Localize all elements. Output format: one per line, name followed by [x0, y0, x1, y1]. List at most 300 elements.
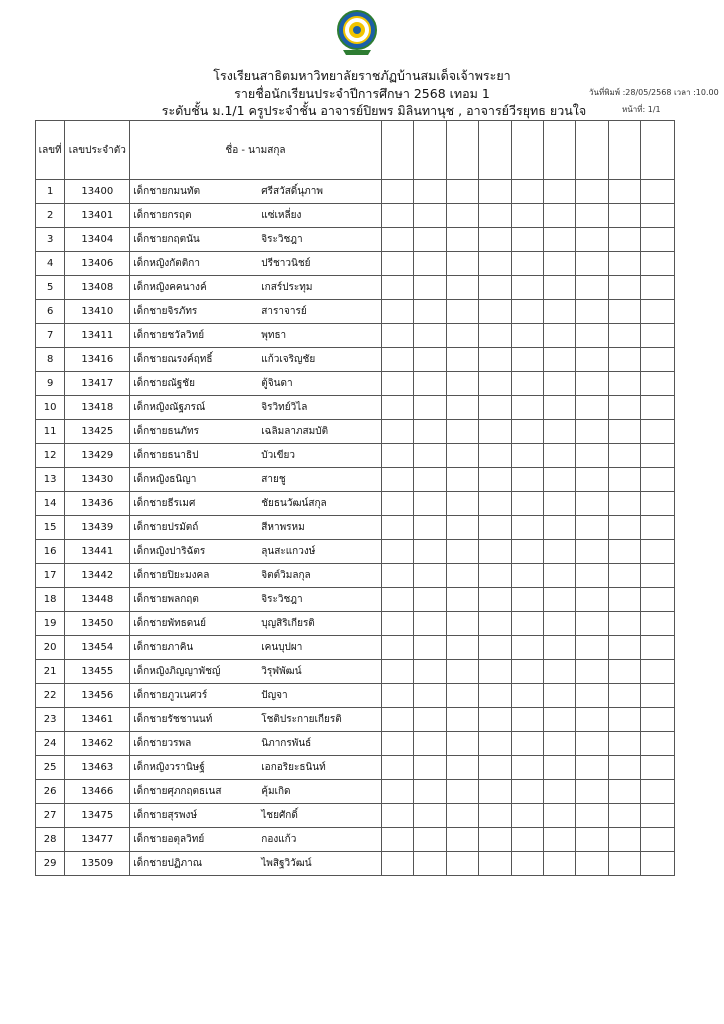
blank-cell: [576, 588, 608, 612]
blank-cell: [446, 684, 478, 708]
blank-cell: [381, 252, 413, 276]
blank-cell: [641, 324, 675, 348]
blank-cell: [608, 468, 640, 492]
student-name: [130, 204, 381, 228]
header-blank: [608, 121, 640, 180]
blank-cell: [479, 708, 511, 732]
table-row: [36, 780, 675, 804]
table-row: [36, 252, 675, 276]
student-first-name: เด็กหญิงธนิญา: [133, 474, 197, 485]
blank-cell: [511, 396, 543, 420]
student-name: [130, 372, 381, 396]
blank-cell: [608, 444, 640, 468]
blank-cell: [544, 300, 576, 324]
table-row: [36, 204, 675, 228]
blank-cell: [641, 348, 675, 372]
student-first-name: เด็กชายจิรภัทร: [133, 306, 198, 317]
blank-cell: [608, 612, 640, 636]
student-name: [130, 564, 381, 588]
blank-cell: [381, 276, 413, 300]
blank-cell: [511, 276, 543, 300]
student-first-name: เด็กหญิงปาริฉัตร: [133, 546, 206, 557]
blank-cell: [381, 636, 413, 660]
blank-cell: [544, 396, 576, 420]
student-id: 13455: [65, 660, 130, 684]
blank-cell: [381, 516, 413, 540]
student-first-name: เด็กหญิงคคนางค์: [133, 282, 207, 293]
blank-cell: [576, 348, 608, 372]
blank-cell: [544, 660, 576, 684]
student-name: [130, 804, 381, 828]
blank-cell: [446, 468, 478, 492]
student-id: 13417: [65, 372, 130, 396]
blank-cell: [576, 780, 608, 804]
blank-cell: [414, 756, 446, 780]
student-last-name: จิระวิชฎา: [261, 594, 303, 605]
blank-cell: [641, 852, 675, 876]
blank-cell: [576, 300, 608, 324]
blank-cell: [608, 204, 640, 228]
student-last-name: ลุนสะแกวงษ์: [261, 546, 316, 557]
blank-cell: [479, 852, 511, 876]
blank-cell: [544, 636, 576, 660]
student-last-name: ไพสิฐวิวัฒน์: [261, 858, 312, 869]
blank-cell: [544, 804, 576, 828]
print-date: วันที่พิมพ์ :28/05/2568 เวลา :10.00: [589, 88, 719, 97]
blank-cell: [608, 252, 640, 276]
blank-cell: [479, 396, 511, 420]
blank-cell: [479, 228, 511, 252]
blank-cell: [414, 492, 446, 516]
student-name: [130, 252, 381, 276]
blank-cell: [414, 852, 446, 876]
blank-cell: [479, 612, 511, 636]
blank-cell: [641, 492, 675, 516]
blank-cell: [414, 252, 446, 276]
blank-cell: [479, 180, 511, 204]
student-first-name: เด็กชายกมนทัต: [133, 186, 201, 197]
blank-cell: [576, 180, 608, 204]
table-row: [36, 828, 675, 852]
blank-cell: [414, 708, 446, 732]
blank-cell: [608, 324, 640, 348]
blank-cell: [479, 204, 511, 228]
student-last-name: สายชู: [261, 474, 286, 485]
student-id: 13441: [65, 540, 130, 564]
blank-cell: [381, 444, 413, 468]
student-id: 13411: [65, 324, 130, 348]
student-number: 21: [36, 660, 65, 684]
student-last-name: เฉลิมลาภสมบัติ: [261, 426, 329, 437]
blank-cell: [381, 540, 413, 564]
blank-cell: [641, 828, 675, 852]
blank-cell: [479, 492, 511, 516]
blank-cell: [511, 756, 543, 780]
blank-cell: [381, 396, 413, 420]
student-number: 25: [36, 756, 65, 780]
blank-cell: [576, 372, 608, 396]
blank-cell: [414, 540, 446, 564]
student-id: 13436: [65, 492, 130, 516]
blank-cell: [381, 684, 413, 708]
blank-cell: [511, 252, 543, 276]
student-name: [130, 396, 381, 420]
blank-cell: [446, 804, 478, 828]
blank-cell: [479, 444, 511, 468]
student-last-name: พุทธา: [261, 330, 287, 341]
blank-cell: [414, 588, 446, 612]
blank-cell: [381, 372, 413, 396]
table-row: [36, 660, 675, 684]
blank-cell: [608, 756, 640, 780]
blank-cell: [414, 180, 446, 204]
blank-cell: [479, 828, 511, 852]
blank-cell: [446, 780, 478, 804]
blank-cell: [576, 324, 608, 348]
blank-cell: [381, 588, 413, 612]
student-id: 13429: [65, 444, 130, 468]
blank-cell: [511, 660, 543, 684]
blank-cell: [414, 684, 446, 708]
blank-cell: [381, 612, 413, 636]
student-number: 11: [36, 420, 65, 444]
header-name: ชื่อ - นามสกุล: [130, 121, 381, 180]
blank-cell: [641, 564, 675, 588]
blank-cell: [381, 300, 413, 324]
blank-cell: [479, 348, 511, 372]
blank-cell: [608, 396, 640, 420]
blank-cell: [414, 660, 446, 684]
student-number: 22: [36, 684, 65, 708]
header-blank: [479, 121, 511, 180]
student-last-name: จิรวิทย์วิไล: [261, 402, 308, 413]
blank-cell: [414, 276, 446, 300]
student-number: 20: [36, 636, 65, 660]
blank-cell: [446, 732, 478, 756]
table-row: [36, 756, 675, 780]
blank-cell: [414, 300, 446, 324]
student-last-name: วิรุฬพัฒน์: [261, 666, 302, 677]
blank-cell: [608, 276, 640, 300]
header-blank: [414, 121, 446, 180]
student-first-name: เด็กชายรัชชานนท์: [133, 714, 213, 725]
blank-cell: [544, 564, 576, 588]
student-last-name: ไชยศักดิ์: [261, 810, 298, 821]
student-first-name: เด็กชายศุภกฤตธเนส: [133, 786, 222, 797]
blank-cell: [446, 396, 478, 420]
blank-cell: [479, 516, 511, 540]
blank-cell: [446, 492, 478, 516]
blank-cell: [544, 180, 576, 204]
blank-cell: [511, 492, 543, 516]
blank-cell: [608, 228, 640, 252]
blank-cell: [608, 780, 640, 804]
blank-cell: [414, 372, 446, 396]
blank-cell: [381, 564, 413, 588]
student-number: 24: [36, 732, 65, 756]
blank-cell: [511, 444, 543, 468]
blank-cell: [414, 420, 446, 444]
blank-cell: [544, 540, 576, 564]
student-last-name: แก้วเจริญชัย: [261, 354, 316, 365]
blank-cell: [446, 348, 478, 372]
student-last-name: เอกอริยะธนินท์: [261, 762, 326, 773]
student-number: 18: [36, 588, 65, 612]
table-row: [36, 612, 675, 636]
student-number: 8: [36, 348, 65, 372]
blank-cell: [576, 396, 608, 420]
blank-cell: [381, 804, 413, 828]
blank-cell: [576, 708, 608, 732]
student-id: 13425: [65, 420, 130, 444]
blank-cell: [511, 564, 543, 588]
blank-cell: [641, 756, 675, 780]
blank-cell: [576, 732, 608, 756]
blank-cell: [381, 204, 413, 228]
student-first-name: เด็กหญิงณัฐภรณ์: [133, 402, 206, 413]
blank-cell: [479, 732, 511, 756]
blank-cell: [381, 228, 413, 252]
blank-cell: [544, 732, 576, 756]
table-row: [36, 564, 675, 588]
blank-cell: [446, 324, 478, 348]
blank-cell: [608, 660, 640, 684]
student-number: 14: [36, 492, 65, 516]
blank-cell: [381, 492, 413, 516]
blank-cell: [414, 564, 446, 588]
blank-cell: [446, 516, 478, 540]
blank-cell: [446, 588, 478, 612]
student-name: [130, 732, 381, 756]
blank-cell: [544, 756, 576, 780]
student-last-name: แซ่เหลี่ยง: [261, 210, 302, 221]
blank-cell: [608, 804, 640, 828]
blank-cell: [511, 204, 543, 228]
blank-cell: [511, 588, 543, 612]
blank-cell: [479, 300, 511, 324]
student-name: [130, 756, 381, 780]
blank-cell: [641, 444, 675, 468]
table-row: [36, 636, 675, 660]
blank-cell: [446, 612, 478, 636]
blank-cell: [381, 852, 413, 876]
student-name: [130, 228, 381, 252]
blank-cell: [544, 324, 576, 348]
student-id: 13454: [65, 636, 130, 660]
blank-cell: [414, 780, 446, 804]
blank-cell: [544, 372, 576, 396]
student-number: 28: [36, 828, 65, 852]
blank-cell: [381, 660, 413, 684]
blank-cell: [479, 372, 511, 396]
blank-cell: [576, 252, 608, 276]
blank-cell: [479, 660, 511, 684]
blank-cell: [576, 420, 608, 444]
header-blank: [544, 121, 576, 180]
blank-cell: [511, 732, 543, 756]
blank-cell: [608, 540, 640, 564]
table-row: [36, 276, 675, 300]
blank-cell: [446, 372, 478, 396]
blank-cell: [544, 516, 576, 540]
blank-cell: [511, 348, 543, 372]
table-row: [36, 708, 675, 732]
table-row: [36, 492, 675, 516]
header-blank: [641, 121, 675, 180]
student-first-name: เด็กชายพลกฤต: [133, 594, 199, 605]
blank-cell: [381, 780, 413, 804]
header-student-id: เลขประจำตัว: [65, 121, 130, 180]
student-last-name: ศรีสวัสดิ์นุภาพ: [261, 186, 323, 197]
student-number: 7: [36, 324, 65, 348]
blank-cell: [641, 228, 675, 252]
student-number: 23: [36, 708, 65, 732]
student-last-name: บัวเขียว: [261, 450, 295, 461]
student-last-name: จิระวิชฎา: [261, 234, 303, 245]
student-id: 13448: [65, 588, 130, 612]
student-number: 29: [36, 852, 65, 876]
blank-cell: [381, 348, 413, 372]
table-row: [36, 588, 675, 612]
student-id: 13462: [65, 732, 130, 756]
table-row: [36, 852, 675, 876]
blank-cell: [608, 588, 640, 612]
student-id: 13439: [65, 516, 130, 540]
blank-cell: [641, 204, 675, 228]
student-first-name: เด็กชายอตุลวิทย์: [133, 834, 205, 845]
blank-cell: [381, 756, 413, 780]
blank-cell: [641, 420, 675, 444]
student-last-name: เคนบุปผา: [261, 642, 303, 653]
blank-cell: [414, 636, 446, 660]
blank-cell: [414, 468, 446, 492]
blank-cell: [544, 252, 576, 276]
student-number: 2: [36, 204, 65, 228]
blank-cell: [576, 660, 608, 684]
student-name: [130, 348, 381, 372]
table-row: [36, 372, 675, 396]
table-row: [36, 444, 675, 468]
student-last-name: โชติประกายเกียรติ: [261, 714, 342, 725]
blank-cell: [608, 420, 640, 444]
blank-cell: [511, 228, 543, 252]
blank-cell: [576, 636, 608, 660]
header-blank: [511, 121, 543, 180]
blank-cell: [479, 588, 511, 612]
blank-cell: [479, 684, 511, 708]
student-name: [130, 420, 381, 444]
blank-cell: [446, 756, 478, 780]
blank-cell: [641, 372, 675, 396]
student-first-name: เด็กชายธนภัทร: [133, 426, 199, 437]
blank-cell: [544, 276, 576, 300]
blank-cell: [641, 252, 675, 276]
student-number: 15: [36, 516, 65, 540]
blank-cell: [414, 732, 446, 756]
blank-cell: [608, 372, 640, 396]
student-id: 13477: [65, 828, 130, 852]
student-first-name: เด็กชายณัฐชัย: [133, 378, 195, 389]
blank-cell: [479, 636, 511, 660]
blank-cell: [544, 228, 576, 252]
student-last-name: สาราจารย์: [261, 306, 307, 317]
blank-cell: [608, 828, 640, 852]
table-header-row: [36, 121, 675, 180]
table-row: [36, 348, 675, 372]
student-last-name: คุ้มเกิด: [261, 786, 291, 797]
blank-cell: [414, 828, 446, 852]
blank-cell: [381, 324, 413, 348]
student-first-name: เด็กชายณรงค์ฤทธิ์: [133, 354, 213, 365]
blank-cell: [576, 228, 608, 252]
student-name: [130, 468, 381, 492]
student-name: [130, 540, 381, 564]
student-first-name: เด็กชายสุรพงษ์: [133, 810, 198, 821]
student-last-name: นิภากรพันธ์: [261, 738, 312, 749]
student-id: 13406: [65, 252, 130, 276]
blank-cell: [608, 708, 640, 732]
student-number: 1: [36, 180, 65, 204]
table-row: [36, 684, 675, 708]
student-first-name: เด็กหญิงภิญญาพัชญ์: [133, 666, 221, 677]
blank-cell: [641, 732, 675, 756]
blank-cell: [511, 852, 543, 876]
blank-cell: [608, 516, 640, 540]
blank-cell: [414, 612, 446, 636]
student-name: [130, 612, 381, 636]
student-id: 13418: [65, 396, 130, 420]
student-id: 13466: [65, 780, 130, 804]
blank-cell: [446, 228, 478, 252]
student-name: [130, 828, 381, 852]
blank-cell: [544, 588, 576, 612]
blank-cell: [381, 828, 413, 852]
blank-cell: [381, 180, 413, 204]
blank-cell: [479, 756, 511, 780]
table-row: [36, 804, 675, 828]
blank-cell: [511, 612, 543, 636]
blank-cell: [479, 276, 511, 300]
student-name: [130, 780, 381, 804]
blank-cell: [576, 516, 608, 540]
blank-cell: [446, 660, 478, 684]
blank-cell: [608, 492, 640, 516]
student-name: [130, 516, 381, 540]
blank-cell: [446, 204, 478, 228]
table-row: [36, 180, 675, 204]
blank-cell: [414, 396, 446, 420]
student-number: 26: [36, 780, 65, 804]
blank-cell: [608, 300, 640, 324]
table-row: [36, 420, 675, 444]
header-no: เลขที่: [36, 121, 65, 180]
student-name: [130, 324, 381, 348]
student-name: [130, 276, 381, 300]
blank-cell: [479, 780, 511, 804]
blank-cell: [608, 564, 640, 588]
student-number: 10: [36, 396, 65, 420]
blank-cell: [414, 804, 446, 828]
blank-cell: [641, 708, 675, 732]
student-last-name: สีหาพรหม: [261, 522, 305, 533]
blank-cell: [511, 420, 543, 444]
blank-cell: [381, 468, 413, 492]
blank-cell: [608, 348, 640, 372]
student-last-name: ปัญจา: [261, 690, 288, 701]
blank-cell: [576, 492, 608, 516]
student-name: [130, 180, 381, 204]
student-number: 27: [36, 804, 65, 828]
